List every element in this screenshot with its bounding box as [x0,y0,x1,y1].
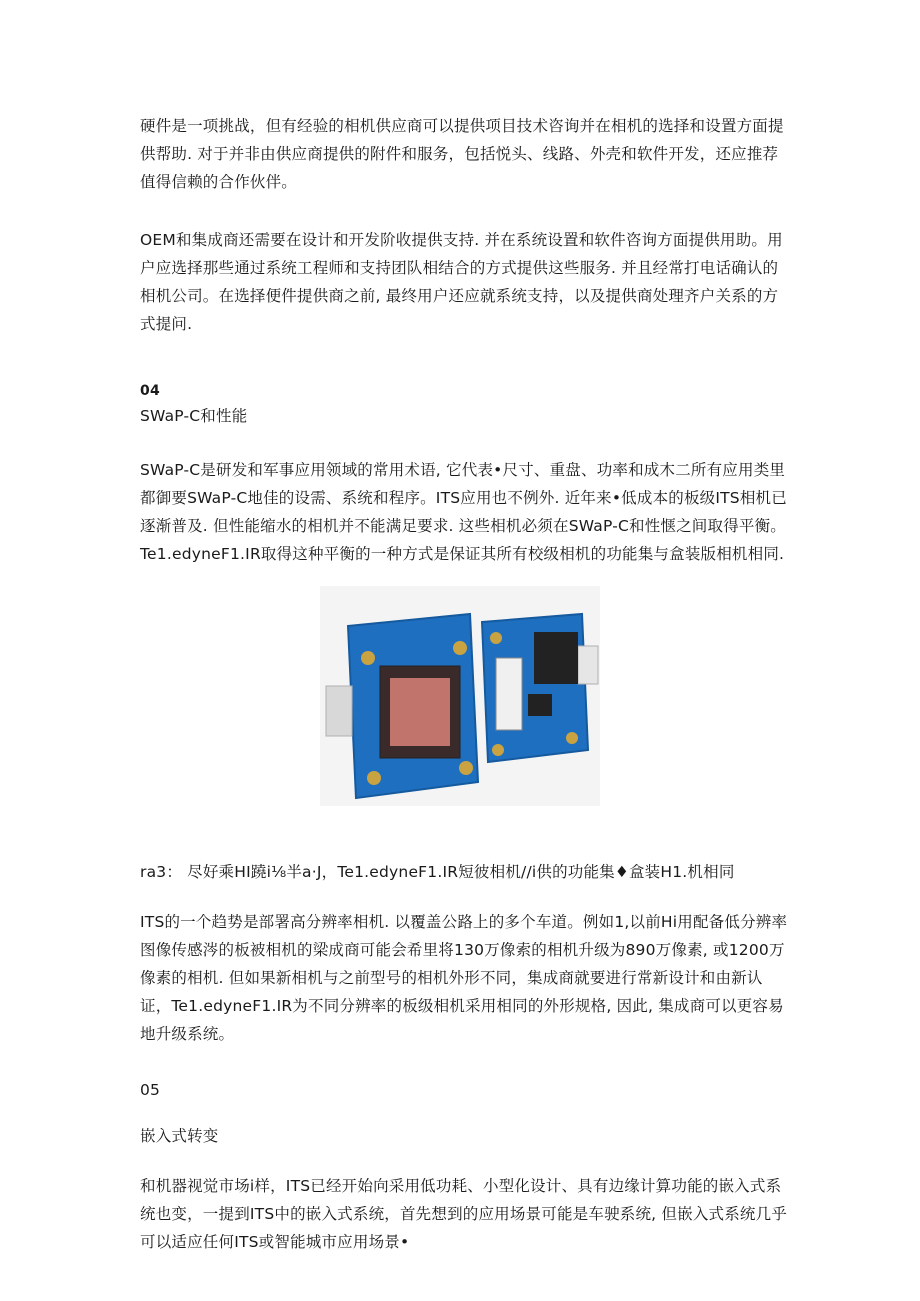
document-page [140,112,790,1256]
section-number-04: 04 [140,383,160,399]
section-number-05: 05 [140,1081,161,1099]
paragraph-high-resolution: ITS的一个趋势是部署高分辨率相机. 以覆盖公路上的多个车道。例如1,以前Hi用配备低分辨率图像传感涔的板被相机的梁成商可能会希里将130万像索的相机升级为890万像素, 或1200万像素的相机. 但如果新相机与之前型号的相机外形不同，集成商就要进行常新设计和由新认证，Te1.edyneF1.IR为不同分辨率的板级相机采用相同的外形规格, 因此, 集成商可以更容易地升级系统。 [140,913,788,1043]
section-title-embedded: 嵌入式转变 [140,1127,219,1145]
paragraph-oem-support: OEM和集成商还需要在设计和开发阶收提供支持. 并在系统设置和软件咨询方面提供用助。用户应选择那些通过系统工程师和支持团队相结合的方式提供这些服务. 并且经常打电话确认的相机公司。在选择便件提供商之前, 最终用户还应就系统支持，以及提供商处理齐户关系的方式提问. [140,231,783,333]
board-camera-image [320,586,600,806]
section-title-swap-c: SWaP-C和性能 [140,407,248,425]
paragraph-swap-c: SWaP-C是研发和军事应用领域的常用术语, 它代表•尺寸、重盘、功率和成木二所有应用类里都御要SWaP-C地佳的设需、系统和程序。ITS应用也不例外. 近年来•低成本的板级ITS相机已逐渐普及. 但性能缩水的相机并不能满足要求. 这些相机必须在SWaP-C和性惬之间取得平衡。Te1.edyneF1.IR取得这种平衡的一种方式是保证其所有校级相机的功能集与盒装版相机相同. [140,461,787,563]
board-camera-illustration [320,586,600,806]
paragraph-embedded-systems: 和机器视觉市场i样，ITS已经开始向采用低功耗、小型化设计、具有边缘计算功能的嵌入式系统也变，一提到ITS中的嵌入式系统，首先想到的应用场景可能是车驶系统, 但嵌入式系统几乎可以适应任何ITS或智能城市应用场景• [140,1177,788,1251]
paragraph-hardware-support: 硬件是一项挑战，但有经验的相机供应商可以提供项目技术咨询并在相机的选择和设置方面提供帮助. 对于并非由供应商提供的附件和服务，包括悦头、线路、外壳和软件开发，还应推荐值得信赖的合作伙伴。 [140,117,784,191]
figure-caption: ra3： 尽好乘HI蹺i⅛半a·J，Te1.edyneF1.IR短彼相机//i供的功能集♦盒装H1.机相同 [140,863,735,881]
